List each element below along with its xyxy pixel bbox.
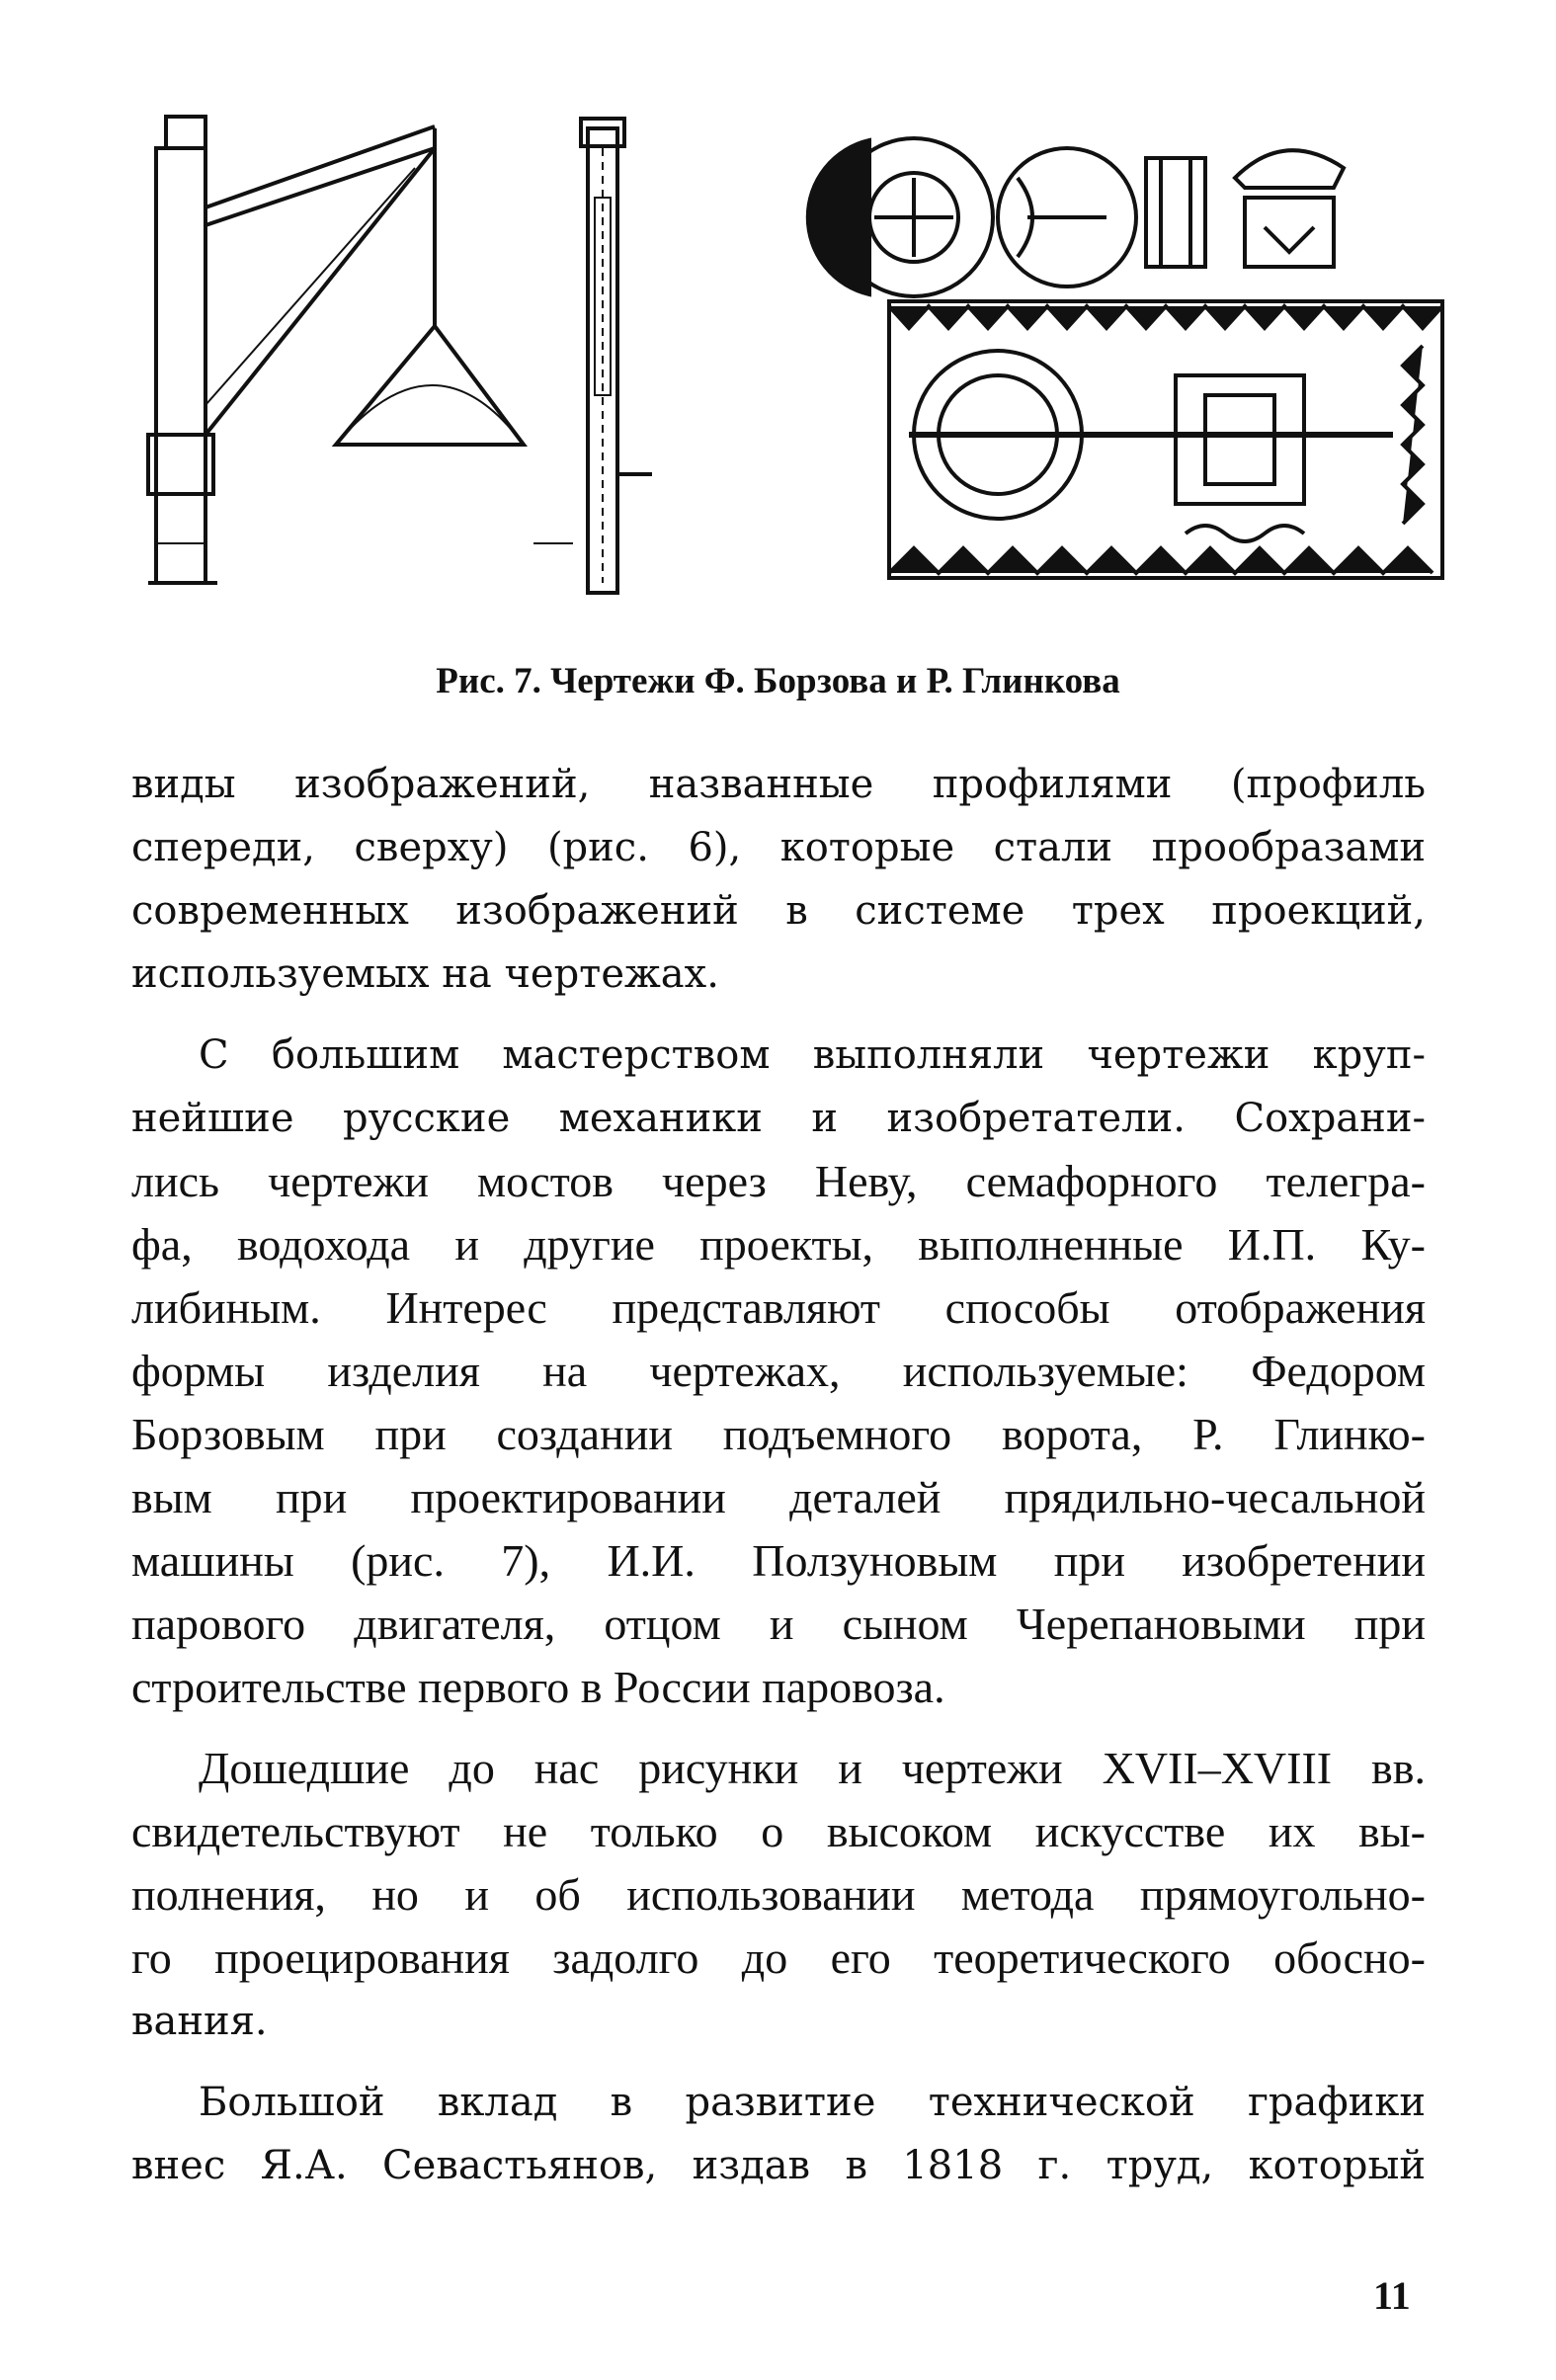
paragraph-1: [131, 753, 1426, 1006]
text-line: вания.: [131, 1999, 268, 2044]
text-line: современных изображений в системе трех проекций,: [131, 888, 1426, 934]
text-line: нейшие русские механики и изобретатели. Сохрани-: [131, 1096, 1426, 1141]
text-line: го проецирования задолго до его теоретического обосно-: [131, 1932, 1426, 1983]
text-line: вым при проектировании деталей прядильно-чесальной: [131, 1472, 1426, 1522]
paragraph-3: [131, 1737, 1426, 2053]
borzov-gate-front-view: [533, 119, 652, 593]
paragraph-2: [131, 1024, 1426, 1719]
glinkov-machine-assembly: [889, 301, 1442, 578]
figure-caption: Рис. 7. Чертежи Ф. Борзова и Р. Глинкова: [436, 661, 1120, 701]
text-line: виды изображений, названные профилями (профиль: [131, 762, 1426, 807]
text-line: спереди, сверху) (рис. 6), которые стали прообразами: [131, 825, 1426, 870]
text-line: внес Я.А. Севастьянов, издав в 1818 г. труд, который: [131, 2143, 1426, 2188]
text-line: парового двигателя, отцом и сыном Черепановыми при: [131, 1599, 1426, 1649]
text-line: формы изделия на чертежах, используемые: Федором: [131, 1346, 1426, 1396]
page-number: 11: [1373, 2273, 1411, 2318]
text-line: либиным. Интерес представляют способы отображения: [131, 1282, 1426, 1333]
text-line: С большим мастерством выполняли чертежи круп-: [199, 1032, 1426, 1078]
borzov-gate-side-view: [148, 117, 524, 583]
text-line: строительстве первого в России паровоза.: [131, 1662, 945, 1712]
figure-7-drawings: [138, 109, 1452, 622]
body-text: [131, 753, 1426, 2197]
text-line: лись чертежи мостов через Неву, семафорного телегра-: [131, 1156, 1426, 1206]
text-line: полнения, но и об использовании метода прямоугольно-: [131, 1869, 1426, 1920]
figure-7-illustration: [138, 109, 1452, 622]
text-line: используемых на чертежах.: [131, 951, 719, 997]
text-line: свидетельствуют не только о высоком искусстве их вы-: [131, 1806, 1426, 1856]
text-line: фа, водохода и другие проекты, выполненные И.П. Ку-: [131, 1219, 1426, 1270]
text-line: Борзовым при создании подъемного ворота, Р. Глинко-: [131, 1409, 1426, 1459]
glinkov-parts-upper-row: [808, 138, 1344, 296]
text-line: машины (рис. 7), И.И. Ползуновым при изобретении: [131, 1535, 1426, 1586]
text-line: Большой вклад в развитие технической графики: [199, 2080, 1426, 2125]
paragraph-4: [131, 2071, 1426, 2197]
text-line: Дошедшие до нас рисунки и чертежи XVII–XVIII вв.: [199, 1743, 1426, 1793]
